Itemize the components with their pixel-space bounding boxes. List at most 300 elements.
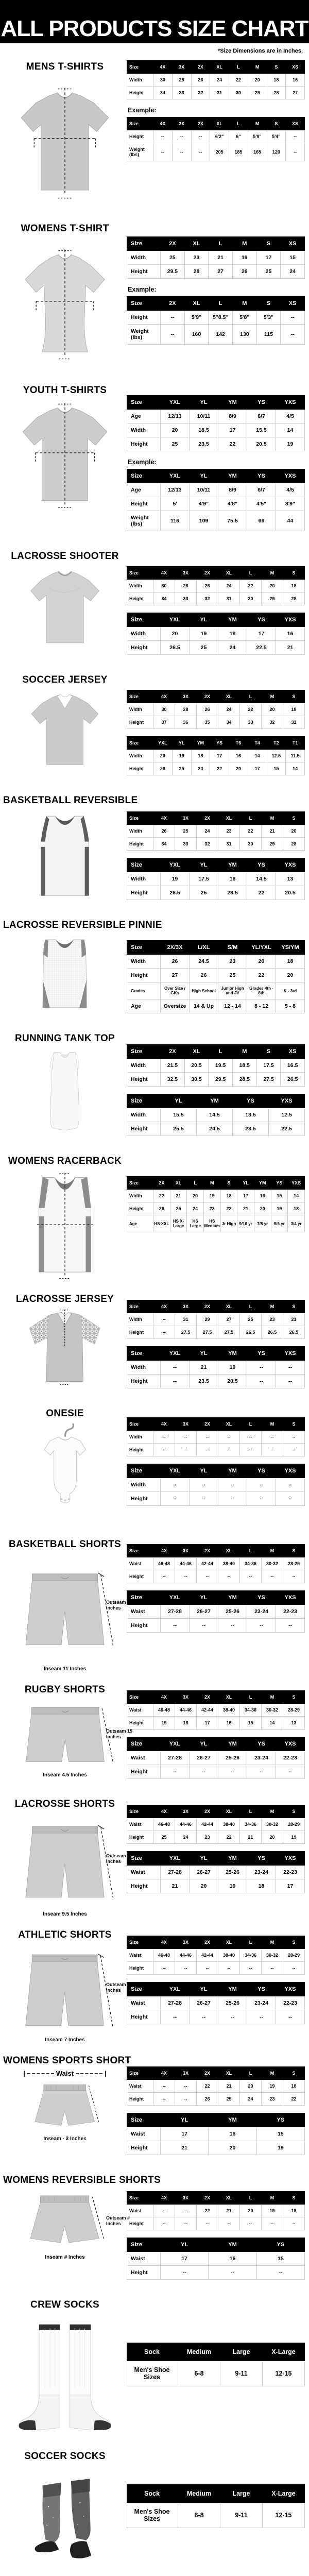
rugby-shorts-panel <box>3 1682 133 1786</box>
womens-reversible-shorts-figure <box>10 2189 130 2252</box>
size-row-label: Waist <box>127 1866 161 1879</box>
lacrosse-shorts-title: LACROSSE SHORTS <box>14 1799 115 1809</box>
lacrosse-jersey-size-table-1 <box>127 1300 305 1339</box>
youth-tshirts-panel <box>3 383 127 538</box>
size-table-corner-header: Size <box>127 690 153 703</box>
size-row-label: Waist <box>127 1949 153 1962</box>
size-row-label: Height <box>127 2217 153 2230</box>
size-value-cell: 25 <box>218 2093 240 2106</box>
size-row-label: Height <box>127 1717 153 1730</box>
basketball-shorts-product-image <box>10 1553 119 1664</box>
size-value-cell: 18 <box>283 2080 305 2093</box>
size-value-cell: 26 <box>161 955 190 969</box>
running-tank-top-size-table-1 <box>127 1044 305 1087</box>
size-table-corner-header: Size <box>127 2192 153 2205</box>
size-value-cell: 25-26 <box>218 1751 247 1765</box>
size-column-header: 3X <box>175 1300 197 1313</box>
size-row <box>127 825 305 838</box>
size-column-header: YM <box>218 1591 247 1605</box>
size-row <box>127 641 305 655</box>
size-value-cell: -- <box>283 1570 305 1583</box>
basketball-shorts-size-table-1 <box>127 1544 305 1583</box>
size-value-cell: -- <box>161 2266 209 2280</box>
size-column-header: YL <box>237 1177 254 1190</box>
size-column-header: YS <box>247 1347 276 1361</box>
crew-socks-size-table-1 <box>127 2343 305 2386</box>
size-row-label: Waist <box>127 2252 161 2266</box>
size-column-header: YM <box>218 1737 247 1751</box>
womens-tshirt-title: WOMENS T-SHIRT <box>21 223 109 234</box>
soccer-jersey-panel <box>3 672 127 783</box>
running-tank-top-title: RUNNING TANK TOP <box>14 1033 115 1044</box>
size-value-cell: 22-23 <box>276 1996 305 2010</box>
size-row <box>127 1215 305 1232</box>
size-value-cell: 17 <box>161 2252 209 2266</box>
size-value-cell: -- <box>153 2205 175 2217</box>
size-row <box>127 1059 305 1073</box>
section-lacrosse-jersey <box>0 1290 309 1404</box>
size-row-label: Height <box>127 87 153 99</box>
size-value-cell: -- <box>161 1361 190 1375</box>
size-value-cell: -- <box>283 1444 305 1456</box>
size-row <box>127 2093 305 2106</box>
size-value-cell: 19 <box>218 1879 247 1893</box>
size-value-cell: 16 <box>286 74 305 87</box>
lacrosse-reversible-pinnie-figure <box>10 934 119 1015</box>
size-value-cell: 25 <box>240 1313 262 1326</box>
size-table-corner-header: Size <box>127 2067 153 2080</box>
size-value-cell: 12-15 <box>263 2502 305 2528</box>
size-row-label: Waist <box>127 1818 153 1831</box>
size-value-cell: -- <box>175 1962 197 1975</box>
size-value-cell: -- <box>247 1375 276 1388</box>
size-column-header: L <box>240 690 262 703</box>
size-column-header: XL <box>218 812 240 825</box>
size-column-header: XL <box>210 117 229 130</box>
size-column-header: S <box>283 1418 305 1431</box>
section-mens-tshirts <box>0 57 309 219</box>
section-womens-racerback <box>0 1151 309 1290</box>
size-value-cell: 20 <box>240 2080 262 2093</box>
size-column-header: YS <box>210 737 229 750</box>
size-value-cell: -- <box>153 130 173 143</box>
size-column-header: M <box>262 812 283 825</box>
size-row <box>127 325 305 345</box>
size-column-header: YL <box>190 1982 218 1996</box>
size-column-header: L <box>209 237 233 251</box>
size-value-cell: 23 <box>262 1313 283 1326</box>
size-value-cell: 31 <box>210 87 229 99</box>
size-value-cell: 13.5 <box>233 1108 269 1122</box>
size-value-cell: 23 <box>218 955 247 969</box>
size-value-cell: -- <box>153 1313 175 1326</box>
size-column-header: XS <box>281 297 305 311</box>
size-value-cell: 25 <box>172 762 191 775</box>
size-table-corner-header: Size <box>127 1805 153 1818</box>
size-column-header: 3X <box>175 1805 197 1818</box>
size-value-cell: -- <box>281 325 305 345</box>
size-value-cell: -- <box>247 1478 276 1492</box>
size-column-header: S <box>283 2067 305 2080</box>
size-value-cell: 23 <box>197 1831 218 1844</box>
soccer-jersey-figure <box>10 689 119 772</box>
size-value-cell: 24 <box>175 1831 197 1844</box>
size-value-cell: -- <box>283 2217 305 2230</box>
size-value-cell: 29 <box>248 87 267 99</box>
size-value-cell: 19 <box>262 2080 283 2093</box>
size-column-header: XS <box>281 237 305 251</box>
size-value-cell: 30 <box>229 87 248 99</box>
size-column-header: YL <box>161 1094 197 1108</box>
athletic-shorts-size-table-1 <box>127 1936 305 1975</box>
basketball-shorts-panel <box>3 1537 130 1672</box>
size-value-cell: 42-44 <box>197 1949 218 1962</box>
size-row <box>127 483 305 497</box>
size-row <box>127 580 305 592</box>
size-row-label: Width <box>127 1190 153 1202</box>
size-row-label: Height <box>127 1570 153 1583</box>
size-value-cell: 15.5 <box>161 1108 197 1122</box>
size-value-cell: 33 <box>240 716 262 729</box>
size-column-header: S <box>283 1300 305 1313</box>
size-column-header: YS <box>247 858 276 872</box>
size-value-cell: 23-24 <box>247 1751 276 1765</box>
size-column-header: X-Large <box>263 2343 305 2361</box>
size-value-cell: 19 <box>161 872 190 886</box>
size-value-cell: 21 <box>218 2080 240 2093</box>
section-lacrosse-shooter <box>0 547 309 670</box>
womens-reversible-shorts-title: WOMENS REVERSIBLE SHORTS <box>3 2175 161 2185</box>
onesie-title: ONESIE <box>46 1408 84 1419</box>
size-column-header: S/M <box>218 941 247 955</box>
size-column-header: YXL <box>161 1464 190 1478</box>
size-value-cell: 18 <box>288 1202 305 1215</box>
size-value-cell: 26 <box>197 580 218 592</box>
size-row-label: Height <box>127 1492 161 1506</box>
youth-tshirts-tables <box>127 383 309 538</box>
size-row <box>127 1996 305 2010</box>
lacrosse-reversible-pinnie-tables <box>127 918 309 1021</box>
size-column-header: 4X <box>153 690 175 703</box>
size-row-label: Height <box>127 437 161 451</box>
size-row-label: Height <box>127 2266 161 2280</box>
page-banner <box>0 0 309 43</box>
size-value-cell: 24 <box>191 762 210 775</box>
size-row <box>127 2361 305 2386</box>
soccer-socks-product-image <box>10 2465 119 2570</box>
size-column-header: 4X <box>153 1300 175 1313</box>
size-column-header: 4X <box>153 1691 175 1704</box>
size-value-cell: 22 <box>240 703 262 716</box>
size-table-corner-header: Size <box>127 1852 161 1866</box>
size-value-cell: -- <box>190 1478 218 1492</box>
size-column-header: YXL <box>161 469 190 483</box>
size-column-header: YXS <box>276 1852 305 1866</box>
size-column-header: L <box>229 117 248 130</box>
size-table-corner-header: Size <box>127 2238 161 2252</box>
size-value-cell: 16 <box>276 627 305 641</box>
size-value-cell: 24.5 <box>190 955 218 969</box>
womens-tshirt-size-table-1 <box>127 236 305 279</box>
size-column-header: XL <box>170 1177 187 1190</box>
size-column-header: YS <box>247 1591 276 1605</box>
size-value-cell: -- <box>218 1570 240 1583</box>
size-value-cell: 20 <box>276 969 305 982</box>
size-value-cell: K - 3rd <box>276 982 305 999</box>
size-column-header: 4X <box>153 2067 175 2080</box>
size-value-cell: 25 <box>161 437 190 451</box>
size-value-cell: 20 <box>153 750 173 762</box>
size-row <box>127 2141 305 2155</box>
size-column-header: M <box>248 117 267 130</box>
size-value-cell: 20 <box>248 74 267 87</box>
section-running-tank-top <box>0 1029 309 1151</box>
womens-tshirt-size-table-2 <box>127 296 305 345</box>
size-value-cell: -- <box>175 2093 197 2106</box>
section-youth-tshirts <box>0 381 309 547</box>
size-column-header: YL <box>190 1591 218 1605</box>
size-row <box>127 762 305 775</box>
size-value-cell: 44-46 <box>175 1949 197 1962</box>
size-value-cell: 6/7 <box>247 410 276 423</box>
size-value-cell: 17 <box>210 750 229 762</box>
size-value-cell: 25 <box>153 1831 175 1844</box>
size-column-header: YXS <box>276 1982 305 1996</box>
size-value-cell: 46-48 <box>153 1704 175 1717</box>
size-row <box>127 2217 305 2230</box>
size-value-cell: 26.5 <box>283 1326 305 1339</box>
outseam-label: Outseam 15 Inches <box>106 1728 133 1740</box>
womens-sports-short-figure <box>10 2079 119 2133</box>
size-row-label: Grades <box>127 982 161 999</box>
size-row-label: Age <box>127 1215 153 1232</box>
size-value-cell: 18 <box>220 1190 237 1202</box>
size-column-header: 2X <box>197 2067 218 2080</box>
size-column-header: M <box>262 567 283 580</box>
size-row <box>127 2080 305 2093</box>
size-value-cell: 20 <box>229 762 248 775</box>
size-value-cell: 25 <box>190 641 218 655</box>
size-value-cell: -- <box>175 1444 197 1456</box>
size-value-cell: 25 <box>161 251 185 265</box>
size-value-cell: 21 <box>237 1202 254 1215</box>
size-value-cell: -- <box>153 143 173 161</box>
size-value-cell: 5'9" <box>184 311 209 325</box>
lacrosse-jersey-panel <box>3 1292 127 1396</box>
size-column-header: L <box>240 1691 262 1704</box>
size-row-label: Height <box>127 969 161 982</box>
size-value-cell: 20 <box>190 1879 218 1893</box>
lacrosse-shooter-title: LACROSSE SHOOTER <box>11 551 119 562</box>
crew-socks-panel <box>3 2297 127 2438</box>
section-lacrosse-reversible-pinnie <box>0 916 309 1029</box>
size-value-cell: 25 <box>190 886 218 900</box>
size-value-cell: -- <box>209 2266 256 2280</box>
size-value-cell: -- <box>190 1619 218 1633</box>
size-value-cell: 26 <box>190 969 218 982</box>
size-value-cell: 30 <box>153 703 175 716</box>
size-row-label: Height <box>127 1831 153 1844</box>
size-value-cell: 21 <box>190 1361 218 1375</box>
size-value-cell: -- <box>262 1444 283 1456</box>
size-row-label: Waist <box>127 2205 153 2217</box>
size-column-header: XL <box>218 1545 240 1557</box>
size-column-header: L <box>240 1300 262 1313</box>
size-row <box>127 311 305 325</box>
size-value-cell: 116 <box>161 511 190 531</box>
size-value-cell: -- <box>286 143 305 161</box>
size-value-cell: 12 - 14 <box>218 999 247 1013</box>
womens-tshirt-product-image <box>10 238 119 372</box>
size-value-cell: 22 <box>218 437 247 451</box>
size-value-cell: 18 <box>218 627 247 641</box>
size-column-header: M <box>232 237 256 251</box>
size-value-cell: 22-23 <box>276 1605 305 1619</box>
size-column-header: 3X <box>175 2067 197 2080</box>
size-value-cell: 19 <box>190 627 218 641</box>
size-value-cell: 23-24 <box>247 1996 276 2010</box>
size-row-label: Waist <box>127 1557 153 1570</box>
size-value-cell: -- <box>190 1765 218 1779</box>
size-column-header: YL <box>161 2238 209 2252</box>
waist-label: Waist <box>56 2070 74 2077</box>
size-value-cell: -- <box>153 1570 175 1583</box>
size-value-cell: 23-24 <box>247 1866 276 1879</box>
size-value-cell: 5 - 8 <box>276 999 305 1013</box>
page-title: ALL PRODUCTS SIZE CHART <box>1 16 308 41</box>
size-column-header: YS <box>256 2113 304 2127</box>
size-table-corner-header: Size <box>127 1464 161 1478</box>
youth-tshirts-figure <box>10 399 119 512</box>
size-row-label: Height <box>127 1879 161 1893</box>
size-column-header: 4X <box>153 812 175 825</box>
size-value-cell: 31 <box>283 716 305 729</box>
size-value-cell: 185 <box>229 143 248 161</box>
size-value-cell: -- <box>240 1431 262 1444</box>
rugby-shorts-product-image <box>10 1699 119 1770</box>
size-column-header: 3X <box>175 1418 197 1431</box>
size-row-label: Height <box>127 641 161 655</box>
size-row <box>127 1619 305 1633</box>
size-value-cell: 15 <box>240 1717 262 1730</box>
size-column-header: YM <box>218 1982 247 1996</box>
size-value-cell: 29.5 <box>209 1073 233 1087</box>
size-value-cell: 22-23 <box>276 1866 305 1879</box>
size-value-cell: 21 <box>276 641 305 655</box>
size-row-label: Age <box>127 483 161 497</box>
size-value-cell: 26 <box>153 1202 170 1215</box>
size-table-corner-header: Size <box>127 297 161 311</box>
size-value-cell: 22 <box>247 886 276 900</box>
size-column-header: S <box>283 1805 305 1818</box>
size-row <box>127 1190 305 1202</box>
size-value-cell: 44-46 <box>175 1704 197 1717</box>
size-value-cell: 25 <box>218 969 247 982</box>
size-table-corner-header: Size <box>127 1591 161 1605</box>
size-value-cell: 28.5 <box>232 1073 256 1087</box>
size-row-label: Height <box>127 1444 153 1456</box>
size-value-cell: 29.5 <box>161 265 185 279</box>
size-row-label: Waist <box>127 2080 153 2093</box>
size-value-cell: 18 <box>283 2205 305 2217</box>
womens-tshirt-figure <box>10 238 119 372</box>
size-column-header: YXS <box>276 396 305 410</box>
size-value-cell: 17.5 <box>256 1059 281 1073</box>
size-value-cell: -- <box>276 2010 305 2024</box>
size-table-corner-header: Size <box>127 1982 161 1996</box>
size-value-cell: 20.5 <box>184 1059 209 1073</box>
lacrosse-shooter-size-table-1 <box>127 566 305 605</box>
outseam-label: Outseam # Inches <box>106 1853 130 1865</box>
size-row-label: Height <box>127 265 161 279</box>
size-value-cell: 38-40 <box>218 1949 240 1962</box>
size-value-cell: -- <box>283 1962 305 1975</box>
running-tank-top-tables <box>127 1031 309 1143</box>
lacrosse-shooter-size-table-2 <box>127 613 305 655</box>
size-value-cell: -- <box>218 1765 247 1779</box>
size-column-header: L <box>240 812 262 825</box>
size-value-cell: 22 <box>218 1831 240 1844</box>
size-column-header: Medium <box>178 2484 220 2502</box>
size-value-cell: -- <box>191 130 210 143</box>
size-value-cell: 15 <box>256 2127 304 2141</box>
size-value-cell: 27 <box>218 1313 240 1326</box>
size-value-cell: 13 <box>283 1717 305 1730</box>
size-column-header: YL <box>161 2113 209 2127</box>
size-row <box>127 2266 305 2280</box>
size-value-cell: Junior High and JV <box>218 982 247 999</box>
size-value-cell: 33 <box>172 87 191 99</box>
size-row <box>127 1751 305 1765</box>
soccer-socks-title: SOCCER SOCKS <box>24 2451 106 2462</box>
size-row-label: Height <box>127 2010 161 2024</box>
size-value-cell: 22 <box>220 1202 237 1215</box>
size-value-cell: 19 <box>153 1717 175 1730</box>
size-value-cell: -- <box>175 2217 197 2230</box>
size-row <box>127 251 305 265</box>
size-row-label: Men's Shoe Sizes <box>127 2361 178 2386</box>
onesie-size-table-1 <box>127 1417 305 1456</box>
size-value-cell: 31 <box>218 592 240 605</box>
soccer-jersey-size-table-2 <box>127 736 305 775</box>
size-value-cell: 23.5 <box>218 886 247 900</box>
size-table-corner-header: Size <box>127 1418 153 1431</box>
size-value-cell: 38-40 <box>218 1818 240 1831</box>
size-column-header: YL <box>190 1737 218 1751</box>
size-value-cell: 115 <box>256 325 281 345</box>
size-row <box>127 1818 305 1831</box>
size-column-header: 2X <box>161 1045 185 1059</box>
size-row <box>127 2252 305 2266</box>
size-value-cell: 21 <box>283 1313 305 1326</box>
size-row-label: Waist <box>127 1751 161 1765</box>
size-value-cell: -- <box>276 1619 305 1633</box>
size-value-cell: -- <box>276 1492 305 1506</box>
size-value-cell: 28 <box>283 592 305 605</box>
size-value-cell: 25 <box>175 825 197 838</box>
size-value-cell: 29 <box>262 838 283 851</box>
lacrosse-shooter-panel <box>3 549 127 662</box>
size-value-cell: 18.5 <box>190 423 218 437</box>
size-column-header: YM <box>218 1852 247 1866</box>
size-value-cell: 23 <box>262 2093 283 2106</box>
size-value-cell: 26-27 <box>190 1605 218 1619</box>
mens-tshirts-title: MENS T-SHIRTS <box>26 61 104 72</box>
size-column-header: S <box>283 812 305 825</box>
size-value-cell: 3/4 yr <box>288 1215 305 1232</box>
size-row-label: Weight (lbs) <box>127 511 161 531</box>
size-value-cell: 27-28 <box>161 1605 190 1619</box>
